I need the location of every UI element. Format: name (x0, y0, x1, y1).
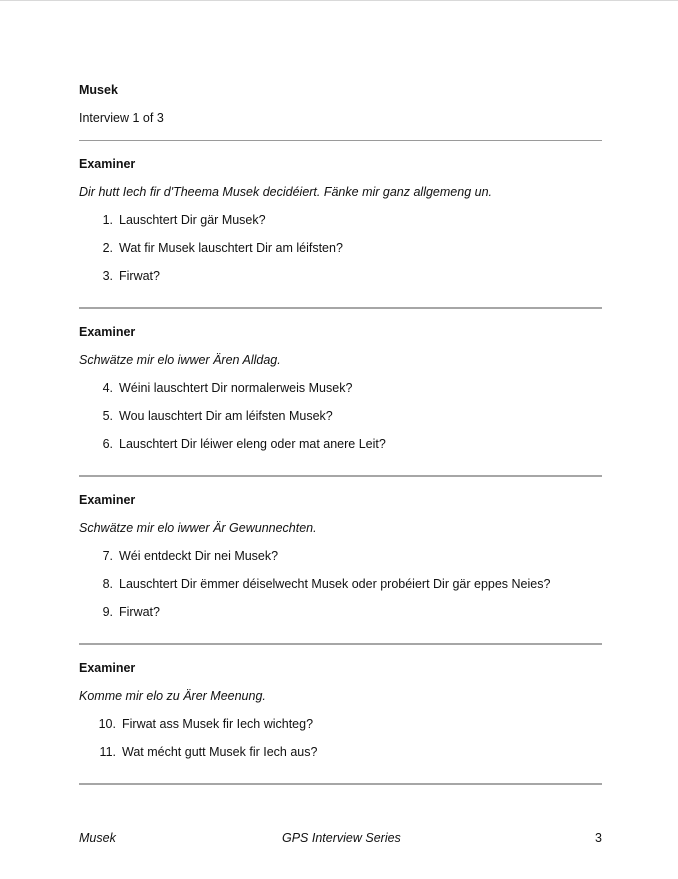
question-number: 11. (99, 745, 116, 759)
question-list (79, 716, 602, 760)
question-number: 8. (102, 577, 113, 591)
question-list (79, 380, 602, 452)
question-item (79, 408, 602, 424)
question-item (79, 548, 602, 564)
question-item (79, 604, 602, 620)
section-divider (79, 783, 602, 785)
question-number: 4. (102, 381, 113, 395)
question-list (79, 212, 602, 284)
question-item (79, 380, 602, 396)
question-text: Lauschtert Dir léiwer eleng oder mat anere Leit? (119, 437, 386, 451)
section-intro: Komme mir elo zu Ärer Meenung. (79, 689, 266, 703)
question-item (79, 436, 602, 452)
question-item (79, 212, 602, 228)
question-text: Wéini lauschtert Dir normalerweis Musek? (119, 381, 353, 395)
question-number: 6. (102, 437, 113, 451)
question-number: 3. (102, 269, 113, 283)
question-text: Firwat? (119, 269, 160, 283)
question-item (79, 744, 602, 760)
section-heading: Examiner (79, 157, 136, 171)
question-list (79, 548, 602, 620)
question-item (79, 716, 602, 732)
question-number: 1. (102, 213, 113, 227)
question-text: Wou lauschtert Dir am léifsten Musek? (119, 409, 333, 423)
question-number: 2. (102, 241, 113, 255)
question-text: Wéi entdeckt Dir nei Musek? (119, 549, 279, 563)
examiner-section-1 (79, 141, 602, 309)
question-text: Lauschtert Dir gär Musek? (119, 213, 266, 227)
page-top-border (0, 0, 678, 1)
question-text: Wat fir Musek lauschtert Dir am léifsten? (119, 241, 343, 255)
document-title: Musek (79, 83, 118, 97)
question-item (79, 268, 602, 284)
question-number: 10. (98, 717, 116, 731)
section-intro: Schwätze mir elo iwwer Ären Alldag. (79, 353, 281, 367)
question-text: Wat mécht gutt Musek fir Iech aus? (122, 745, 318, 759)
examiner-section-2 (79, 309, 602, 477)
question-text: Firwat ass Musek fir Iech wichteg? (122, 717, 314, 731)
section-heading: Examiner (79, 325, 136, 339)
page-footer (79, 830, 602, 846)
question-number: 7. (102, 549, 113, 563)
question-text: Lauschtert Dir ëmmer déiselwecht Musek oder probéiert Dir gär eppes Neies? (119, 577, 551, 591)
page-number: 3 (595, 831, 602, 845)
question-number: 9. (102, 605, 113, 619)
question-text: Firwat? (119, 605, 160, 619)
examiner-section-4 (79, 645, 602, 785)
section-heading: Examiner (79, 661, 136, 675)
section-intro: Schwätze mir elo iwwer Är Gewunnechten. (79, 521, 317, 535)
footer-document-name: Musek (79, 831, 116, 845)
footer-series-name: GPS Interview Series (282, 831, 401, 845)
examiner-section-3 (79, 477, 602, 645)
document-subtitle: Interview 1 of 3 (79, 111, 164, 125)
document-body (79, 82, 602, 785)
section-intro: Dir hutt Iech fir d'Theema Musek decidéiert. Fänke mir ganz allgemeng un. (79, 185, 492, 199)
question-number: 5. (102, 409, 113, 423)
question-item (79, 240, 602, 256)
section-heading: Examiner (79, 493, 136, 507)
question-item (79, 576, 602, 592)
